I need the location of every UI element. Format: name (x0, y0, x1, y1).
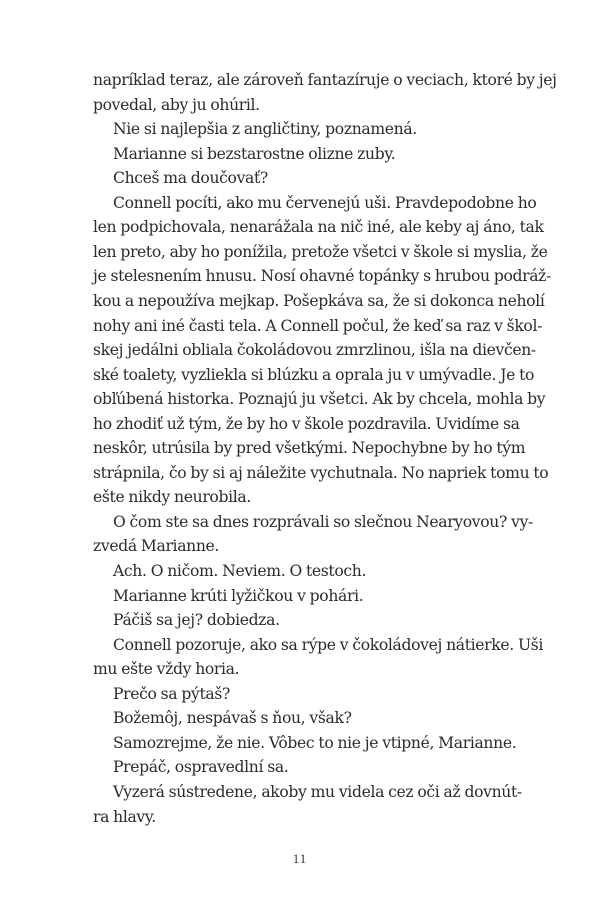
text-line: Prepáč, ospravedlní sa. (113, 758, 289, 777)
text-line: Prečo sa pýtaš? (113, 684, 230, 703)
text-line: Božemôj, nespávaš s ňou, však? (113, 709, 352, 728)
text-line: Chceš ma doučovať? (113, 169, 268, 188)
text-line: neskôr, utrúsila by pred všetkými. Nepochybne by ho tým (93, 439, 526, 458)
text-line: len preto, aby ho ponížila, pretože všetci v škole si myslia, že (93, 242, 548, 261)
text-line: O čom ste sa dnes rozprávali so slečnou Nearyovou? vy- (113, 512, 533, 531)
text-line: Samozrejme, že nie. Vôbec to nie je vtipné, Marianne. (113, 733, 517, 752)
text-line: kou a nepoužíva mejkap. Pošepkáva sa, že si dokonca neholí (93, 291, 545, 310)
text-line: Nie si najlepšia z angličtiny, poznamená. (113, 120, 417, 139)
text-line: zvedá Marianne. (93, 537, 220, 556)
text-line: ho zhodiť už tým, že by ho v škole pozdravila. Uvidíme sa (93, 414, 520, 433)
text-line: napríklad teraz, ale zároveň fantazíruje o veciach, ktoré by jej (93, 71, 557, 89)
text-line: mu ešte vždy horia. (93, 660, 240, 679)
text-line: Marianne si bezstarostne olizne zuby. (113, 144, 396, 163)
text-line: ra hlavy. (93, 807, 156, 826)
text-line: je stelesnením hnusu. Nosí ohavné topánky s hrubou podráž- (93, 267, 551, 286)
text-line: skej jedálni obliala čokoládovou zmrzlinou, išla na dievčen- (93, 341, 536, 360)
text-line: len podpichovala, nenarážala na nič iné, ale keby aj áno, tak (93, 218, 544, 237)
text-line: Páčiš sa jej? dobiedza. (113, 611, 280, 630)
text-line: povedal, aby ju ohúril. (93, 95, 260, 114)
text-line: obľúbená historka. Poznajú ju všetci. Ak by chcela, mohla by (93, 390, 546, 409)
text-line: strápnila, čo by si aj náležite vychutnala. No napriek tomu to (93, 463, 549, 482)
text-line: Marianne krúti lyžičkou v pohári. (113, 586, 364, 605)
text-line: ské toalety, vyzliekla si blúzku a oprala ju v umývadle. Je to (93, 365, 535, 384)
text-line: Ach. O ničom. Neviem. O testoch. (113, 562, 367, 580)
text-line: ešte nikdy neurobila. (93, 488, 251, 507)
text-line: Connell pozoruje, ako sa rýpe v čokoládovej nátierke. Uši (113, 635, 544, 654)
text-line: Vyzerá sústredene, akoby mu videla cez oči až dovnút- (113, 782, 522, 801)
page-number: 11 (292, 851, 308, 866)
text-line: Connell pocíti, ako mu červenejú uši. Pravdepodobne ho (113, 193, 537, 212)
text-line: nohy ani iné časti tela. A Connell počul, že keď sa raz v škol- (93, 316, 543, 335)
